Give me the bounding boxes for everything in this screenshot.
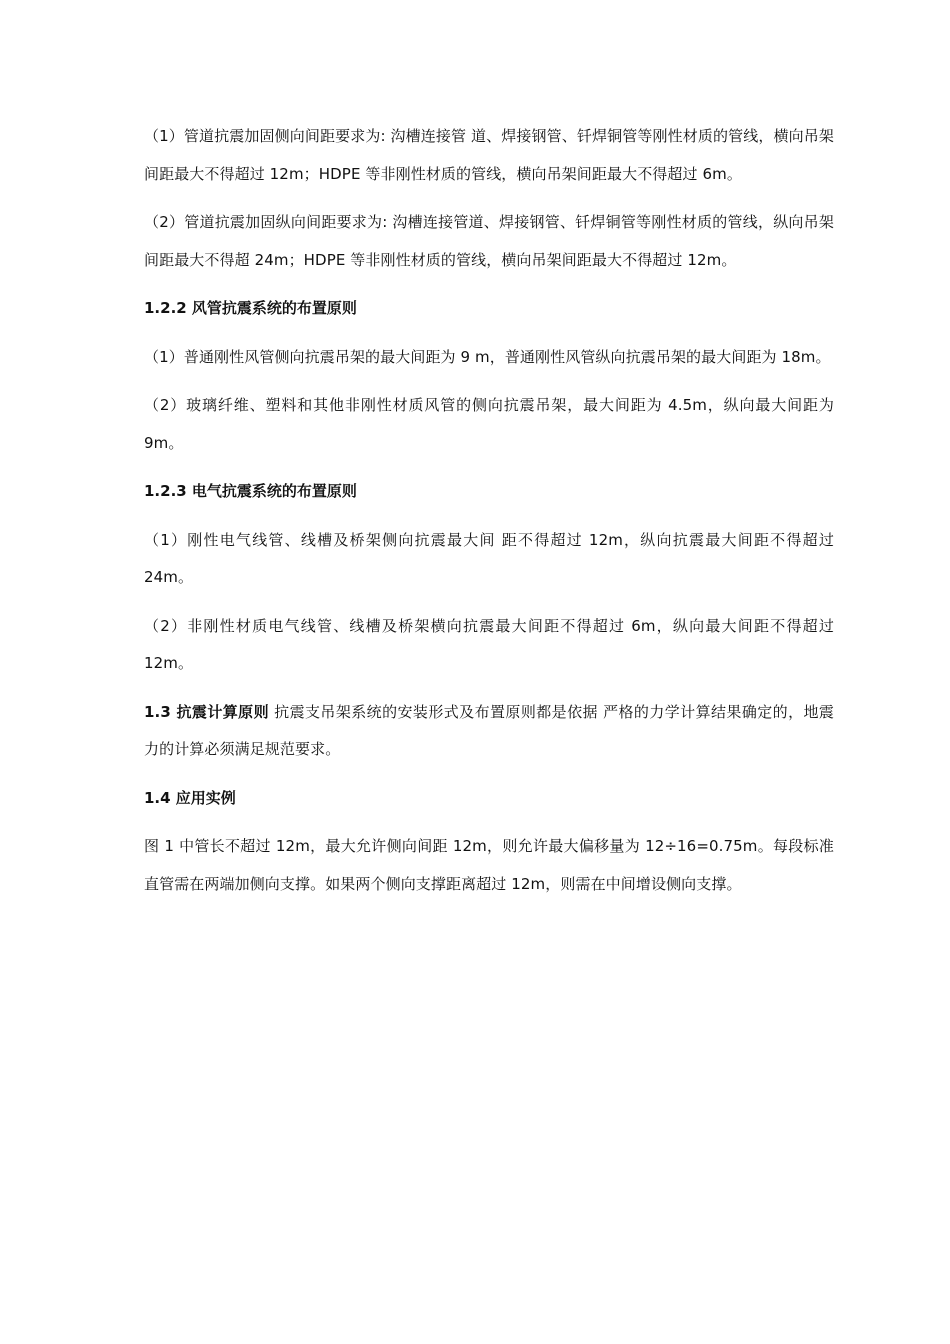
document-page [144,118,834,914]
duct-nonrigid-paragraph: （2）玻璃纤维、塑料和其他非刚性材质风管的侧向抗震吊架，最大间距为 4.5m，纵向最大间距为 9m。 [144,396,834,452]
calc-principle-text: 抗震支吊架系统的安装形式及布置原则都是依据 严格的力学计算结果确定的，地震力的计算必须满足规范要求。 [144,702,834,758]
electric-nonrigid-paragraph: （2）非刚性材质电气线管、线槽及桥架横向抗震最大间距不得超过 6m，纵向最大间距不得超过 12m。 [144,616,834,672]
calc-principle-paragraph [144,694,834,769]
electric-rigid-paragraph: （1）刚性电气线管、线槽及桥架侧向抗震最大间 距不得超过 12m，纵向抗震最大间距不得超过 24m。 [144,530,834,586]
duct-rigid-paragraph: （1）普通刚性风管侧向抗震吊架的最大间距为 9 m，普通刚性风管纵向抗震吊架的最大间距为 18m。 [144,347,831,366]
duct-section-heading: 1.2.2 风管抗震系统的布置原则 [144,299,357,317]
electric-section-heading: 1.2.3 电气抗震系统的布置原则 [144,482,357,500]
pipe-longitudinal-paragraph: （2）管道抗震加固纵向间距要求为: 沟槽连接管道、焊接钢管、钎焊铜管等刚性材质的管线，纵向吊架间距最大不得超 24m；HDPE 等非刚性材质的管线，横向吊架间距最大不得超过 12m。 [144,213,834,269]
example-section-heading: 1.4 应用实例 [144,788,236,807]
calc-section-heading: 1.3 抗震计算原则 [144,702,269,721]
example-paragraph: 图 1 中管长不超过 12m，最大允许侧向间距 12m，则允许最大偏移量为 12÷16=0.75m。每段标准直管需在两端加侧向支撑。如果两个侧向支撑距离超过 12m，则需在中间增设侧向支撑。 [144,837,834,893]
pipe-lateral-paragraph: （1）管道抗震加固侧向间距要求为: 沟槽连接管 道、焊接钢管、钎焊铜管等刚性材质的管线，横向吊架间距最大不得超过 12m；HDPE 等非刚性材质的管线，横向吊架间距最大不得超过 6m。 [144,127,834,183]
